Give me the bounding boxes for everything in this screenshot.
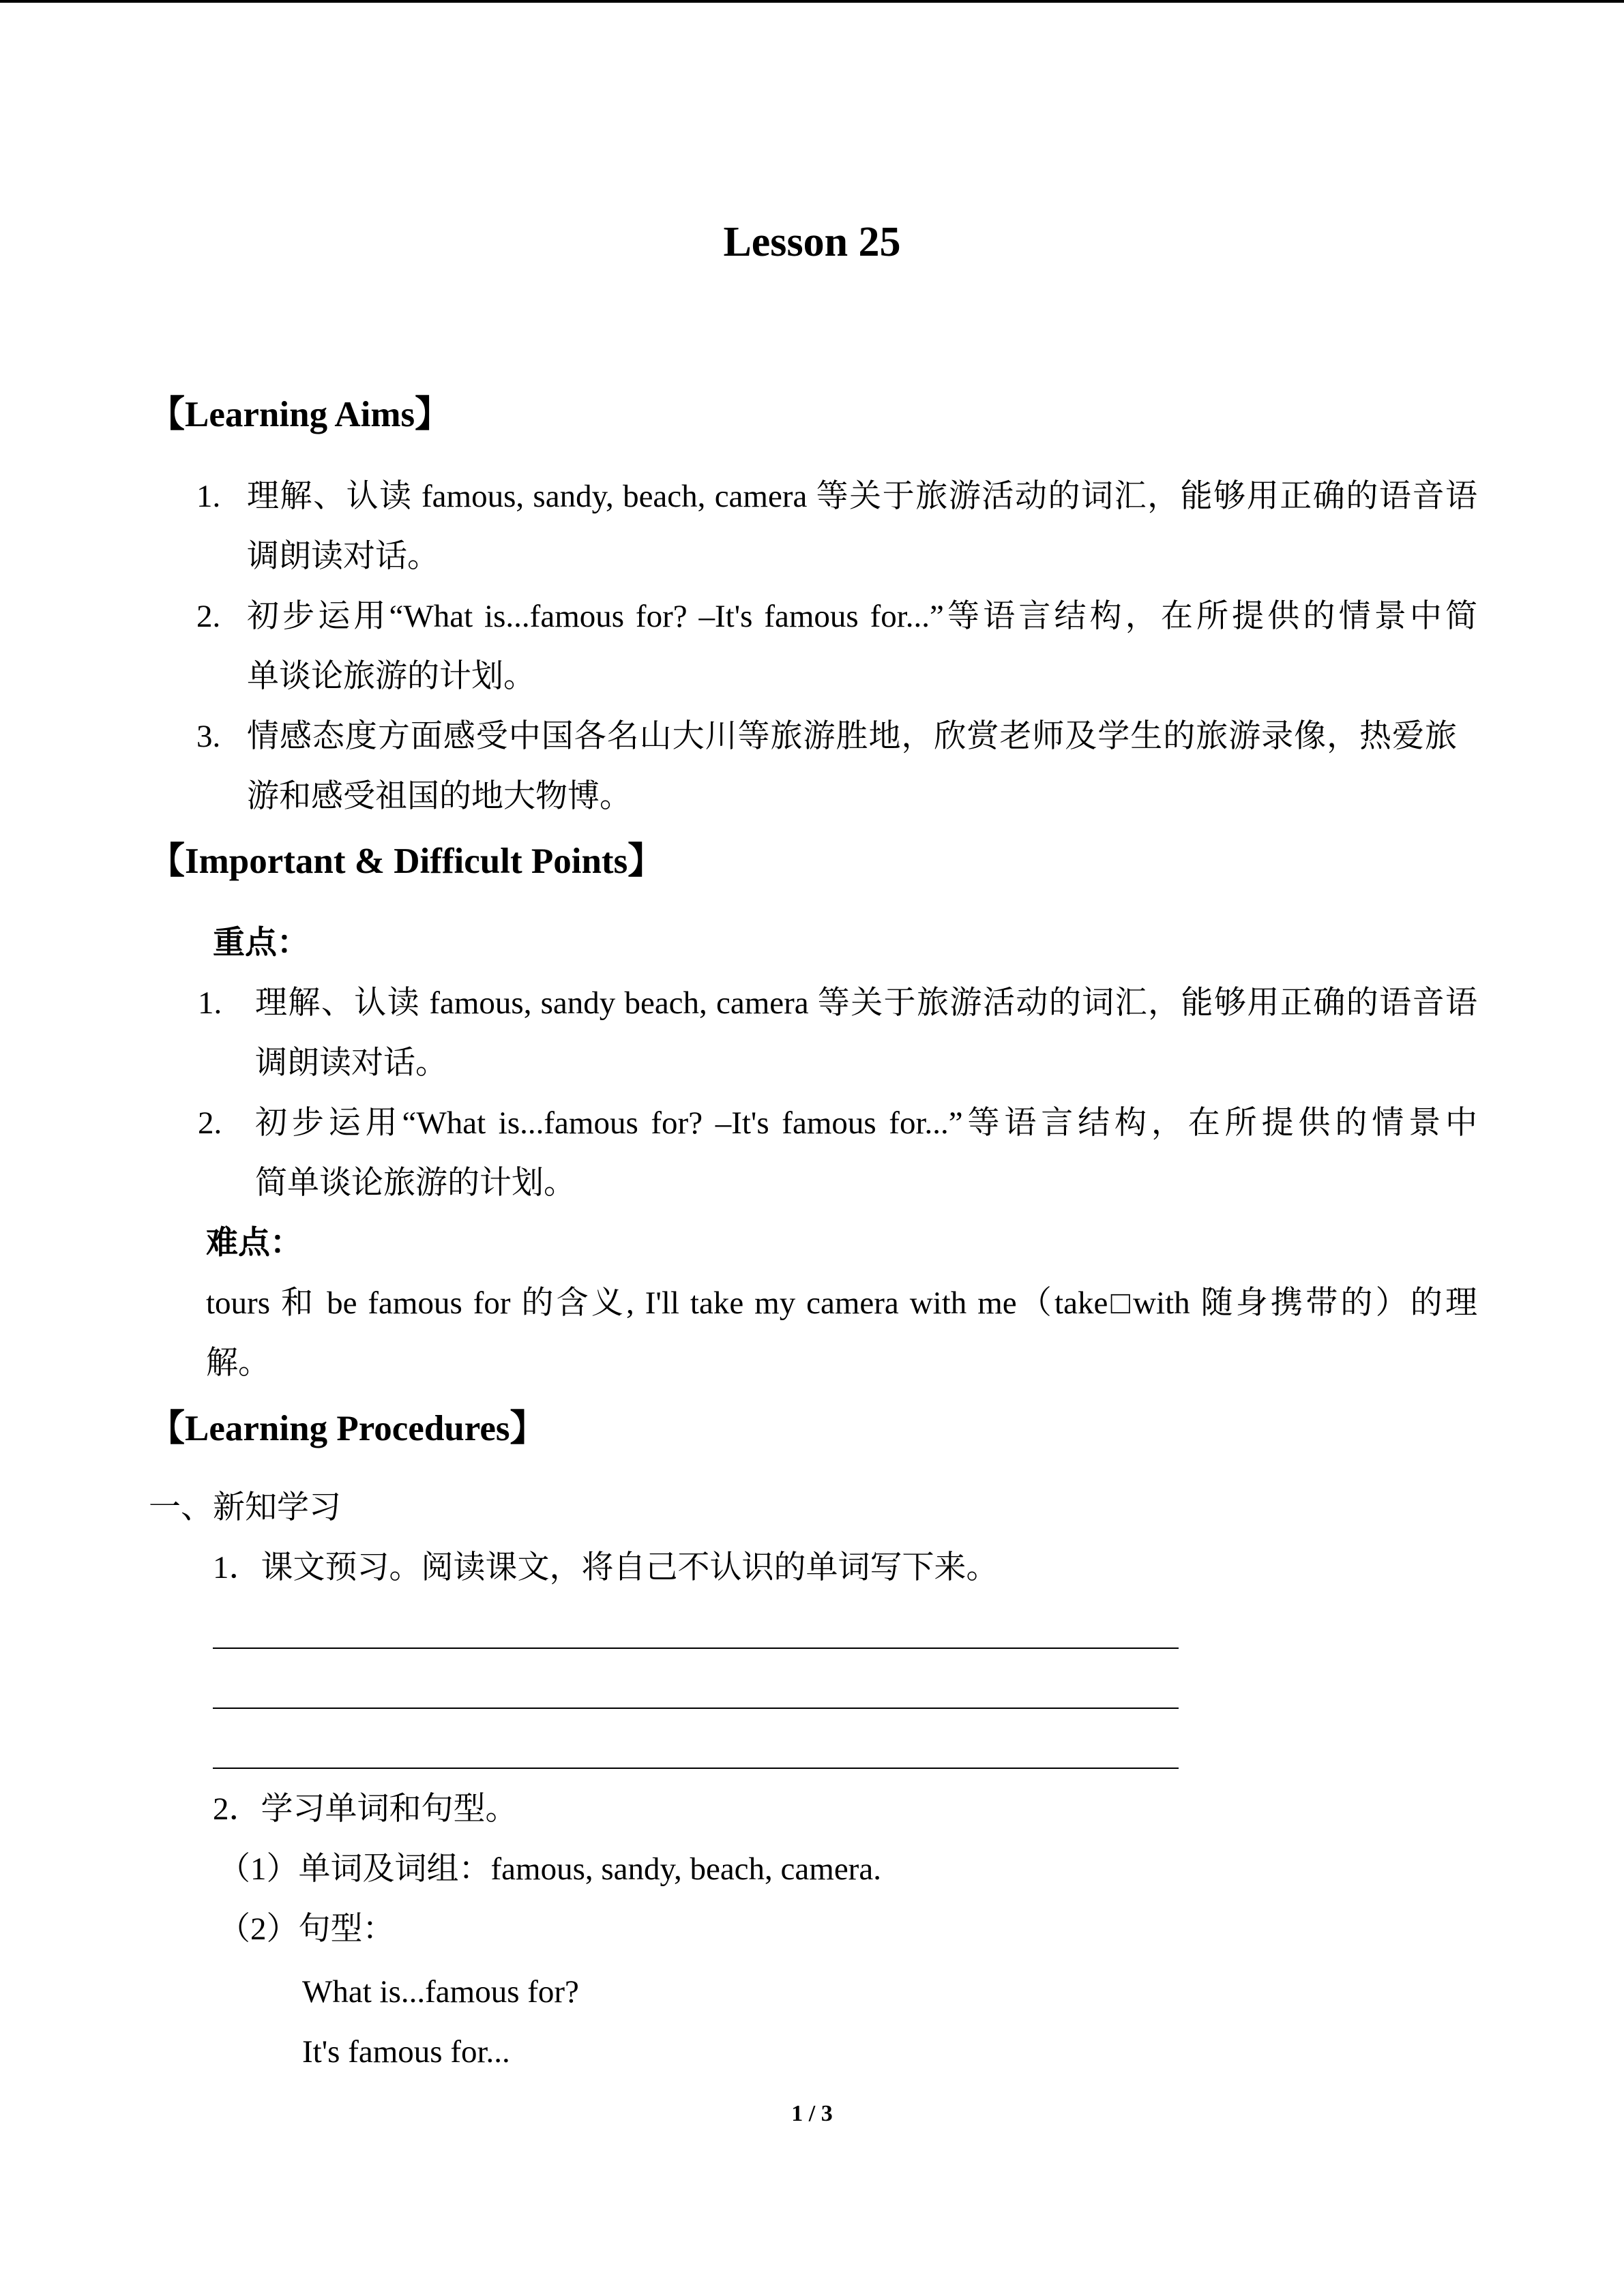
aim-3-number: 3. bbox=[196, 719, 221, 754]
key-points-label: 重点： bbox=[213, 925, 309, 961]
points-heading: 【Important & Difficult Points】 bbox=[149, 841, 664, 881]
page-top-border bbox=[0, 0, 1624, 3]
aim-3-text-line1: 情感态度方面感受中国各名山大川等旅游胜地，欣赏老师及学生的旅游录像，热爱旅 bbox=[247, 719, 1457, 754]
key-point-2-text-line2: 简单谈论旅游的计划。 bbox=[255, 1165, 576, 1201]
step-2-text: 2．学习单词和句型。 bbox=[213, 1791, 518, 1827]
key-point-1-text-line2: 调朗读对话。 bbox=[255, 1045, 447, 1081]
step-1-text: 1．课文预习。阅读课文，将自己不认识的单词写下来。 bbox=[213, 1550, 999, 1585]
aim-3-text-line2: 游和感受祖国的地大物博。 bbox=[247, 779, 632, 814]
aim-2-number: 2. bbox=[196, 599, 221, 634]
part-1-heading: 一、新知学习 bbox=[149, 1490, 341, 1525]
pattern-2-text: It's famous for... bbox=[302, 2034, 510, 2070]
key-point-1-number: 1. bbox=[198, 985, 222, 1021]
words-text: （1）单词及词组：famous, sandy, beach, camera. bbox=[218, 1851, 881, 1887]
key-point-2-number: 2. bbox=[198, 1105, 222, 1141]
answer-line-2 bbox=[213, 1708, 1179, 1709]
aim-2-text-line2: 单谈论旅游的计划。 bbox=[247, 659, 535, 694]
page-number: 1 / 3 bbox=[791, 2101, 833, 2126]
difficult-points-label: 难点： bbox=[206, 1225, 302, 1261]
aim-1-text-line1: 理解、认读 famous, sandy, beach, camera 等关于旅游活动的词汇，能够用正确的语音语 bbox=[247, 479, 1477, 514]
lesson-title: Lesson 25 bbox=[723, 219, 901, 265]
patterns-label: （2）句型： bbox=[218, 1911, 395, 1947]
learning-aims-heading: 【Learning Aims】 bbox=[149, 395, 452, 434]
aim-2-text-line1: 初步运用“What is...famous for? –It's famous for...”等语言结构，在所提供的情景中简 bbox=[247, 599, 1477, 634]
aim-1-text-line2: 调朗读对话。 bbox=[247, 539, 439, 574]
pattern-1-text: What is...famous for? bbox=[302, 1974, 579, 2010]
key-point-1-text-line1: 理解、认读 famous, sandy beach, camera 等关于旅游活动的词汇，能够用正确的语音语 bbox=[255, 985, 1477, 1021]
aim-1-number: 1. bbox=[196, 479, 221, 514]
answer-line-3 bbox=[213, 1768, 1179, 1769]
key-point-2-text-line1: 初步运用“What is...famous for? –It's famous for...”等语言结构，在所提供的情景中 bbox=[255, 1105, 1477, 1141]
difficult-point-text-line1: tours 和 be famous for 的含义, I'll take my camera with me（take□with 随身携带的）的理 bbox=[206, 1285, 1477, 1321]
answer-line-1 bbox=[213, 1648, 1179, 1649]
difficult-point-text-line2: 解。 bbox=[206, 1345, 270, 1381]
procedures-heading: 【Learning Procedures】 bbox=[149, 1409, 546, 1448]
